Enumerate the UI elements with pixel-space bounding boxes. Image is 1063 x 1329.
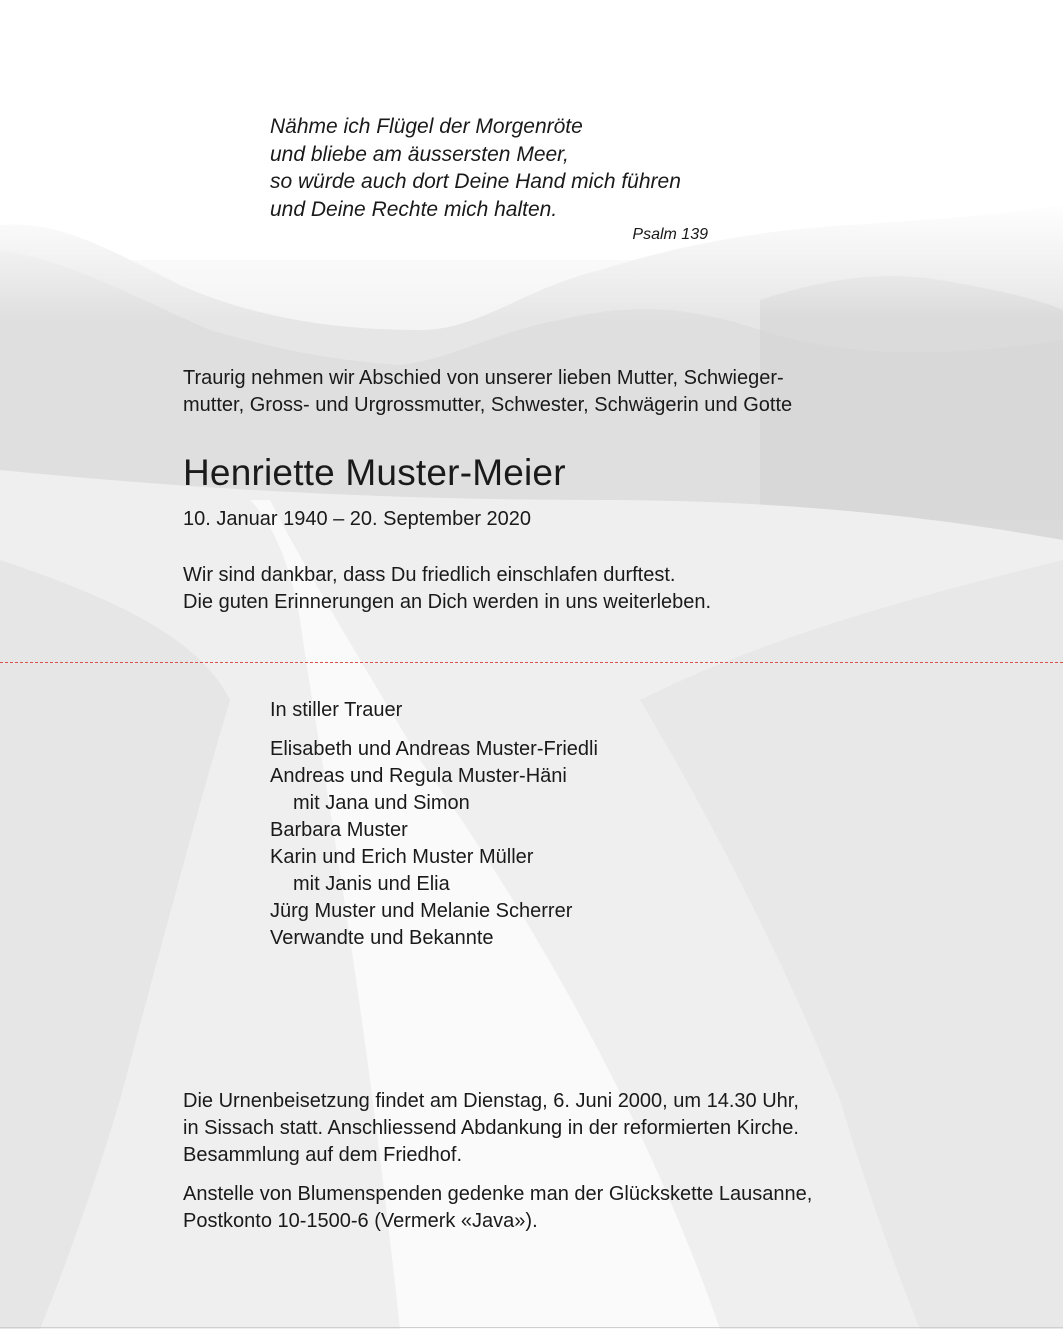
service-line: Besammlung auf dem Friedhof. <box>183 1144 463 1166</box>
mourner-entry-children: mit Janis und Elia <box>293 873 450 895</box>
quote-source: Psalm 139 <box>632 226 708 243</box>
mourners-heading: In stiller Trauer <box>270 699 403 721</box>
mourner-entry: Elisabeth und Andreas Muster-Friedli <box>270 738 598 760</box>
mourner-entry: Karin und Erich Muster Müller <box>270 846 534 868</box>
donation-line: Anstelle von Blumenspenden gedenke man der Glückskette Lausanne, <box>183 1183 813 1205</box>
donation-notice <box>183 1181 903 1235</box>
gratitude-line: Wir sind dankbar, dass Du friedlich einschlafen durftest. <box>183 564 676 586</box>
mourner-entry-children: mit Jana und Simon <box>293 792 470 814</box>
mourners-list <box>270 697 598 952</box>
service-line: in Sissach statt. Anschliessend Abdankung in der reformierten Kirche. <box>183 1117 799 1139</box>
announcement-intro <box>183 365 903 419</box>
service-details <box>183 1088 903 1169</box>
intro-line: Traurig nehmen wir Abschied von unserer lieben Mutter, Schwieger- <box>183 367 784 389</box>
service-line: Die Urnenbeisetzung findet am Dienstag, 6. Juni 2000, um 14.30 Uhr, <box>183 1090 799 1112</box>
gratitude-text <box>183 562 903 616</box>
quote-line: und bliebe am äussersten Meer, <box>270 142 569 166</box>
quote-line: und Deine Rechte mich halten. <box>270 197 558 221</box>
mourner-entry: Andreas und Regula Muster-Häni <box>270 765 567 787</box>
cut-divider-line <box>0 662 1063 663</box>
life-dates: 10. Januar 1940 – 20. September 2020 <box>183 508 532 530</box>
intro-line: mutter, Gross- und Urgrossmutter, Schwester, Schwägerin und Gotte <box>183 394 793 416</box>
deceased-name: Henriette Muster-Meier <box>183 452 566 493</box>
mourner-entry: Jürg Muster und Melanie Scherrer <box>270 900 573 922</box>
page-bottom-border <box>0 1327 1063 1328</box>
quote-line: Nähme ich Flügel der Morgenröte <box>270 115 583 138</box>
gratitude-line: Die guten Erinnerungen an Dich werden in uns weiterleben. <box>183 591 712 613</box>
donation-line: Postkonto 10-1500-6 (Vermerk «Java»). <box>183 1210 538 1232</box>
mourner-entry: Barbara Muster <box>270 819 408 841</box>
mourner-entry: Verwandte und Bekannte <box>270 927 494 949</box>
quote-line: so würde auch dort Deine Hand mich führen <box>270 170 681 193</box>
psalm-quote <box>270 113 730 246</box>
